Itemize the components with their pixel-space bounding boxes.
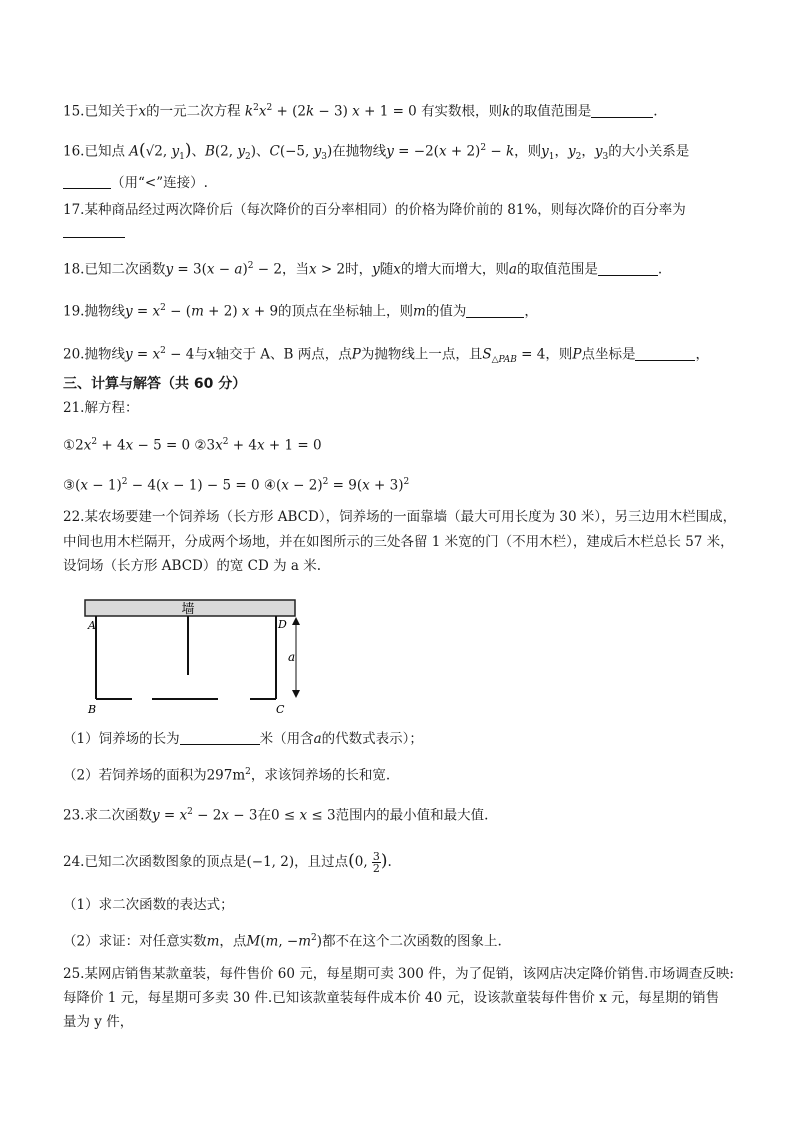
question-25-line2: 每降价 1 元，每星期可多卖 30 件.已知该款童装每件成本价 40 元，设该款童装每件售价 x 元，每星期的销售 bbox=[63, 990, 720, 1006]
question-25-line1: 25.某网店销售某款童装，每件售价 60 元，每星期可卖 300 件，为了促销，该网店决定降价销售.市场调查反映: bbox=[63, 966, 734, 982]
question-17-line2 bbox=[63, 222, 125, 242]
label-B: B bbox=[88, 703, 97, 715]
question-21: 21.解方程： bbox=[63, 400, 139, 416]
answer-blank[interactable] bbox=[63, 174, 111, 189]
answer-blank[interactable] bbox=[63, 223, 125, 238]
label-D: D bbox=[278, 618, 287, 631]
arrow-down-icon bbox=[292, 690, 300, 698]
question-22-line2: 中间也用木栏隔开，分成两个场地，并在如图所示的三处各留 1 米宽的门（不用木栏），建成后木栏总长 57 米， bbox=[63, 534, 734, 550]
question-24-sub1: （1）求二次函数的表达式； bbox=[63, 897, 234, 913]
question-15: 15.已知关于x的一元二次方程 $k^2x^2 + (2k - 3) x + 1 = 0$ 有实数根，则k的取值范围是 . bbox=[63, 103, 658, 120]
label-A: A bbox=[88, 619, 96, 632]
answer-blank[interactable] bbox=[598, 261, 658, 276]
question-18: 18.已知二次函数$y = 3(x - a)^2 - 2$，当x > 2时，y随x的增大而增大，则a的取值范围是 . bbox=[63, 261, 663, 278]
question-20: 20.抛物线$y = x^2 - 4$与x轴交于 A、B 两点，点P为抛物线上一点，且$S_{\triangle PAB} = 4$，则P点坐标是 ， bbox=[63, 346, 709, 366]
farm-diagram bbox=[80, 595, 320, 715]
label-C: C bbox=[276, 703, 285, 715]
answer-blank[interactable] bbox=[466, 303, 524, 318]
question-21-eq-1-2: $①2x^2 + 4x - 5 = 0$ $②3x^2 + 4x + 1 = 0$ bbox=[63, 437, 322, 454]
question-16-line2: （用“<”连接）. bbox=[63, 173, 208, 193]
question-25-line3: 量为 y 件， bbox=[63, 1014, 134, 1030]
question-22-sub1: （1）饲养场的长为 米（用含a的代数式表示）； bbox=[63, 731, 423, 747]
wall-label: 墙 bbox=[181, 602, 195, 617]
question-22-line1: 22.某农场要建一个饲养场（长方形 ABCD），饲养场的一面靠墙（最大可用长度为 30 米），另三边用木栏围成， bbox=[63, 509, 737, 525]
question-23: 23.求二次函数$y = x^2 - 2x - 3$在0 ≤ x ≤ 3范围内的最小值和最大值. bbox=[63, 807, 489, 824]
answer-blank[interactable] bbox=[635, 346, 695, 361]
question-19: 19.抛物线$y = x^2 - (m + 2) x + 9$的顶点在坐标轴上，则m的值为 ， bbox=[63, 303, 538, 320]
question-24: 24.已知二次函数图象的顶点是(−1, 2)，且过点(0, $\frac{3}{2}$ ). bbox=[63, 850, 392, 875]
question-22-line3: 设饲场（长方形 ABCD）的宽 CD 为 a 米. bbox=[63, 558, 322, 574]
section-heading: 三、计算与解答（共 60 分） bbox=[63, 376, 247, 392]
question-22-sub2: （2）若饲养场的面积为$297m^2$，求该饲养场的长和宽. bbox=[63, 767, 391, 784]
question-16: 16.已知点 A(√2, $y_1$)、B(2, $y_2$)、C(−5, $y_3$)在抛物线$y = -2(x + 2)^2 - k$，则$y_1$，$y_2$，$y_3$的大小关系是 bbox=[63, 140, 690, 163]
answer-blank[interactable] bbox=[180, 730, 260, 745]
question-17: 17.某种商品经过两次降价后（每次降价的百分率相同）的价格为降价前的 81%，则每次降价的百分率为 bbox=[63, 202, 686, 218]
question-21-eq-3-4: ③(x − 1)$^2$ − 4(x − 1) − 5 = 0 ④(x − $2)^2 = 9(x + 3)^2$ bbox=[63, 477, 410, 494]
arrow-up-icon bbox=[292, 617, 300, 625]
label-a: a bbox=[288, 650, 296, 664]
answer-blank[interactable] bbox=[591, 103, 653, 118]
question-24-sub2: （2）求证：对任意实数m，点M(m, $-m^2$)都不在这个二次函数的图象上. bbox=[63, 933, 502, 950]
